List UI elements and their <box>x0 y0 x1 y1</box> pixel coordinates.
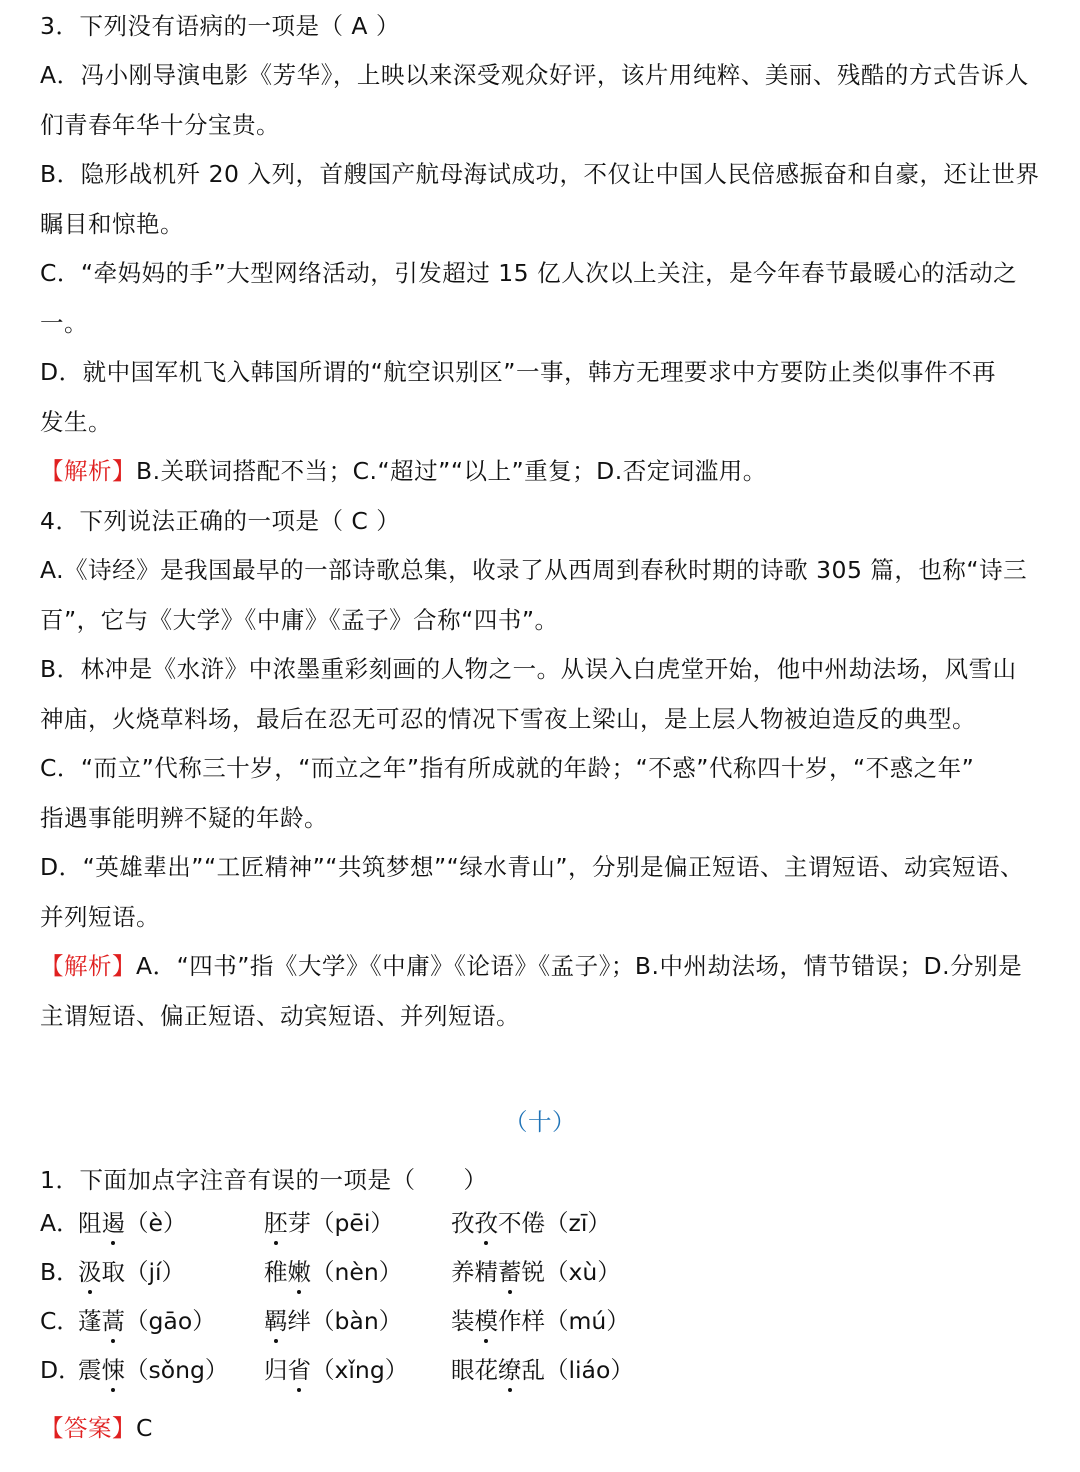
dotted-char: 胚 <box>264 1209 288 1237</box>
q3-analysis <box>40 455 1052 487</box>
dotted-char: 遏 <box>101 1209 125 1237</box>
pinyin: （gāo） <box>125 1307 216 1335</box>
q3-option-d-line2: 发生。 <box>40 408 112 436</box>
dotted-char: 羁 <box>264 1307 288 1335</box>
word-2: 稚嫩（nèn） <box>264 1258 403 1286</box>
option-label: D． <box>40 1356 82 1384</box>
q3-option-a-line1: A．冯小刚导演电影《芳华》，上映以来深受观众好评，该片用纯粹、美丽、残酷的方式告诉人 <box>40 61 1029 89</box>
q4-option-a-line1: A.《诗经》是我国最早的一部诗歌总集，收录了从西周到春秋时期的诗歌 305 篇，也称“诗三 <box>40 556 1028 584</box>
word-3: 眼花缭乱（liáo） <box>451 1356 634 1384</box>
q4-option-d-line2: 并列短语。 <box>40 903 160 931</box>
word-3: 装模作样（mú） <box>451 1307 630 1335</box>
q4-option-a-line2: 百”，它与《大学》《中庸》《孟子》合称“四书”。 <box>40 606 559 634</box>
q3-option-d-line1: D．就中国军机飞入韩国所谓的“航空识别区”一事，韩方无理要求中方要防止类似事件不再 <box>40 358 996 386</box>
section-title: （十） <box>504 1108 576 1136</box>
q4-analysis-line2: 主谓短语、偏正短语、动宾短语、并列短语。 <box>40 1002 520 1030</box>
pinyin: （sǒng） <box>125 1356 229 1384</box>
option-label: C． <box>40 1307 80 1335</box>
q3-stem: 3．下列没有语病的一项是（ A ） <box>40 12 400 40</box>
pinyin: （bàn） <box>311 1307 403 1335</box>
q4-option-c-line2: 指遇事能明辨不疑的年龄。 <box>40 804 328 832</box>
option-label: B． <box>40 1258 80 1286</box>
q3-option-c-line2: 一。 <box>40 309 88 337</box>
q3-option-b-line1: B．隐形战机歼 20 入列，首艘国产航母海试成功，不仅让中国人民倍感振奋和自豪，还让世界 <box>40 160 1040 188</box>
word-2: 胚芽（pēi） <box>264 1209 394 1237</box>
option-label: A． <box>40 1209 80 1237</box>
q1-answer-text: C <box>136 1414 153 1442</box>
dotted-char: 悚 <box>101 1356 125 1384</box>
q1-answer <box>40 1412 1052 1444</box>
q4-analysis-tag: 【解析】 <box>40 952 136 980</box>
q4-analysis-text: A．“四书”指《大学》《中庸》《论语》《孟子》；B.中州劫法场，情节错误；D.分别是 <box>136 952 1023 980</box>
word-3: 孜孜不倦（zī） <box>451 1209 611 1237</box>
pinyin: （liáo） <box>545 1356 634 1384</box>
q4-option-b-line2: 神庙，火烧草料场，最后在忍无可忍的情况下雪夜上梁山，是上层人物被迫造反的典型。 <box>40 705 976 733</box>
pinyin: （xù） <box>545 1258 621 1286</box>
dotted-char: 汲 <box>78 1258 102 1286</box>
dotted-char: 嫩 <box>287 1258 311 1286</box>
q1-answer-tag: 【答案】 <box>40 1414 136 1442</box>
dotted-char: 蒿 <box>101 1307 125 1335</box>
word-1: 阻遏（è） <box>78 1209 187 1237</box>
pinyin: （nèn） <box>311 1258 403 1286</box>
pinyin: （pēi） <box>311 1209 394 1237</box>
q4-option-c-line1: C．“而立”代称三十岁，“而立之年”指有所成就的年龄；“不惑”代称四十岁，“不惑之年” <box>40 754 975 782</box>
pinyin: （zī） <box>545 1209 611 1237</box>
dotted-char: 省 <box>287 1356 311 1384</box>
dotted-char: 孜 <box>474 1209 498 1237</box>
q4-analysis-line1 <box>40 950 1052 982</box>
word-1: 汲取（jí） <box>78 1258 186 1286</box>
word-1: 震悚（sǒng） <box>78 1356 229 1384</box>
dotted-char: 缭 <box>498 1356 522 1384</box>
word-3: 养精蓄锐（xù） <box>451 1258 621 1286</box>
q3-option-c-line1: C．“牵妈妈的手”大型网络活动，引发超过 15 亿人次以上关注，是今年春节最暖心的活动之 <box>40 259 1018 287</box>
q3-option-b-line2: 瞩目和惊艳。 <box>40 210 184 238</box>
q3-analysis-tag: 【解析】 <box>40 457 136 485</box>
pinyin: （xǐng） <box>311 1356 409 1384</box>
pinyin: （è） <box>125 1209 187 1237</box>
word-2: 羁绊（bàn） <box>264 1307 403 1335</box>
q1-stem: 1．下面加点字注音有误的一项是（ ） <box>40 1166 488 1194</box>
q3-analysis-text: B.关联词搭配不当；C.“超过”“以上”重复；D.否定词滥用。 <box>136 457 767 485</box>
q4-option-d-line1: D．“英雄辈出”“工匠精神”“共筑梦想”“绿水青山”，分别是偏正短语、主谓短语、动宾短语、 <box>40 853 1024 881</box>
q4-option-b-line1: B．林冲是《水浒》中浓墨重彩刻画的人物之一。从误入白虎堂开始，他中州劫法场，风雪山 <box>40 655 1017 683</box>
dotted-char: 蓄 <box>498 1258 522 1286</box>
word-1: 蓬蒿（gāo） <box>78 1307 216 1335</box>
q4-stem: 4．下列说法正确的一项是（ C ） <box>40 507 401 535</box>
pinyin: （jí） <box>125 1258 186 1286</box>
q3-option-a-line2: 们青春年华十分宝贵。 <box>40 111 280 139</box>
pinyin: （mú） <box>545 1307 630 1335</box>
dotted-char: 模 <box>474 1307 498 1335</box>
word-2: 归省（xǐng） <box>264 1356 409 1384</box>
